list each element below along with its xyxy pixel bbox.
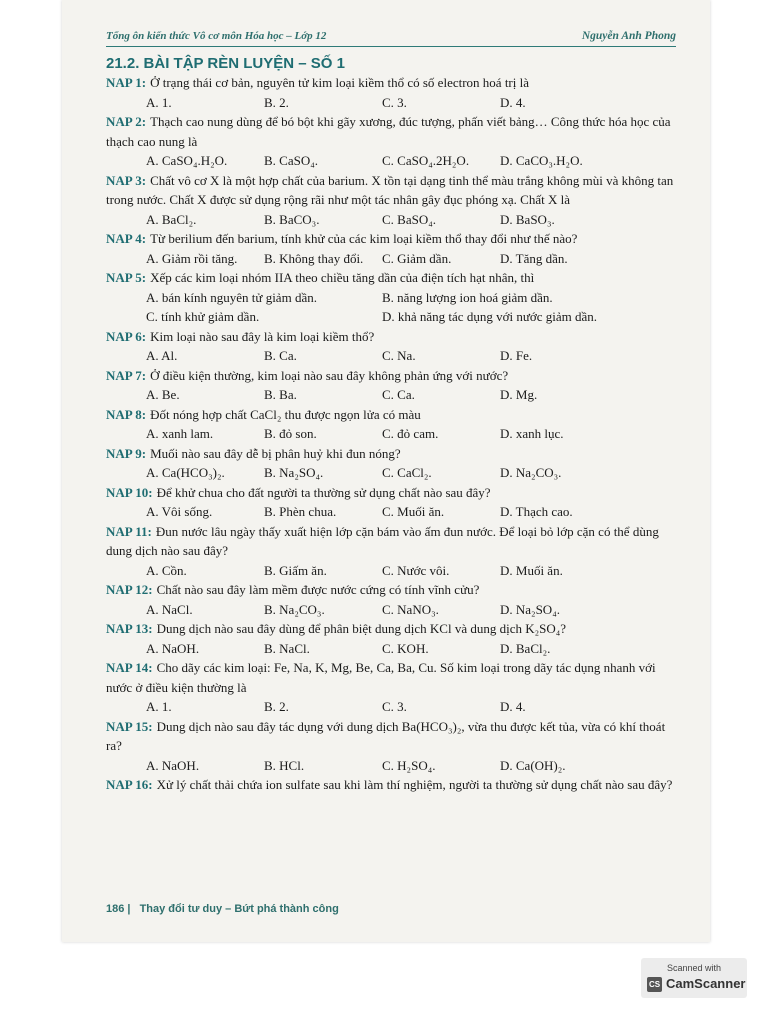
question-1 <box>106 73 682 112</box>
answer-option: D. 4. <box>500 94 526 110</box>
question-label: NAP 16: <box>106 777 153 792</box>
question-text: Từ berilium đến barium, tính khử của các kim loại kiềm thổ thay đổi như thế nào? <box>150 231 578 246</box>
answer-options <box>106 385 682 405</box>
answer-option: D. Na₂CO₃. <box>500 465 562 480</box>
answer-option: A. Ca(HCO₃)₂. <box>146 465 225 480</box>
answer-option: B. Na₂SO₄. <box>264 465 324 480</box>
answer-option: C. 3. <box>382 699 407 714</box>
question-text: Chất nào sau đây làm mềm được nước cứng có tính vĩnh cửu? <box>156 582 480 597</box>
camscanner-name: CamScanner <box>666 976 746 991</box>
answer-option: C. NaNO₃. <box>382 601 439 617</box>
answer-options <box>106 346 682 366</box>
answer-option: C. CaSO₄.2H₂O. <box>382 153 470 168</box>
question-14 <box>106 658 682 717</box>
answer-option: B. Na₂CO₃. <box>264 601 325 617</box>
answer-option: A. BaCl₂. <box>146 211 197 227</box>
question-10 <box>106 483 682 522</box>
answer-option: B. HCl. <box>264 757 305 773</box>
question-stem <box>106 483 682 503</box>
question-3 <box>106 171 682 230</box>
question-label: NAP 12: <box>106 582 153 597</box>
answer-option: B. Phèn chua. <box>264 504 337 519</box>
answer-option: A. Giảm rồi tăng. <box>146 250 238 266</box>
question-2 <box>106 112 682 171</box>
question-text: Để khử chua cho đất người ta thường sử dụng chất nào sau đây? <box>156 484 491 500</box>
question-label: NAP 9: <box>106 445 147 461</box>
answer-option: A. Vôi sống. <box>146 504 213 519</box>
answer-option: D. 4. <box>500 699 526 714</box>
question-stem <box>106 73 682 93</box>
question-label: NAP 11: <box>106 523 152 539</box>
answer-option: D. Na₂SO₄. <box>500 601 560 617</box>
scanner-watermark <box>641 958 747 998</box>
answer-option: C. Nước vôi. <box>382 562 450 578</box>
question-text: Kim loại nào sau đây là kim loại kiềm thổ? <box>150 328 375 344</box>
question-stem <box>106 366 682 386</box>
question-label: NAP 4: <box>106 231 147 246</box>
question-label: NAP 15: <box>106 718 153 734</box>
question-15 <box>106 717 682 776</box>
question-stem <box>106 658 682 697</box>
answer-option: A. NaCl. <box>146 601 193 617</box>
answer-option: B. Ca. <box>264 348 297 363</box>
question-list <box>106 73 682 795</box>
header-author: Nguyễn Anh Phong <box>581 30 676 42</box>
question-13 <box>106 619 682 658</box>
answer-option: A. Al. <box>146 348 178 363</box>
answer-option: D. Tăng dần. <box>500 250 568 266</box>
answer-option: C. đỏ cam. <box>382 426 439 441</box>
answer-option: D. Thạch cao. <box>500 504 573 519</box>
answer-option: A. Be. <box>146 387 180 402</box>
answer-option: D. Ca(OH)₂. <box>500 757 566 773</box>
header-book-title: Tổng ôn kiến thức Vô cơ môn Hóa học – Lớp 12 <box>106 30 327 42</box>
answer-option: D. BaSO₃. <box>500 211 555 227</box>
answer-options <box>106 151 682 171</box>
answer-option: B. BaCO₃. <box>264 211 320 227</box>
answer-option: C. H₂SO₄. <box>382 757 436 773</box>
answer-options <box>106 210 682 230</box>
answer-option: D. Fe. <box>500 348 533 363</box>
answer-option: D. xanh lục. <box>500 426 564 441</box>
running-header <box>106 24 676 47</box>
question-text: Ở trạng thái cơ bản, nguyên tử kim loại kiềm thổ có số electron hoá trị là <box>150 75 529 90</box>
question-label: NAP 6: <box>106 328 147 344</box>
question-text: Thạch cao nung dùng để bó bột khi gãy xương, đúc tượng, phấn viết bảng… Công thức hóa học của thạch cao nung là <box>106 114 671 149</box>
page-footer <box>106 903 339 915</box>
answer-options <box>106 697 682 717</box>
question-label: NAP 5: <box>106 270 147 285</box>
answer-options <box>106 600 682 620</box>
question-stem <box>106 268 682 288</box>
answer-option: C. Giảm dần. <box>382 250 452 266</box>
scanned-with-text: Scanned with <box>666 963 722 973</box>
question-9 <box>106 444 682 483</box>
question-label: NAP 7: <box>106 367 147 383</box>
answer-options <box>106 639 682 659</box>
answer-options <box>106 249 682 269</box>
question-label: NAP 10: <box>106 484 153 500</box>
question-text: Xếp các kim loại nhóm IIA theo chiều tăng dần của điện tích hạt nhân, thì <box>150 270 535 285</box>
answer-option: B. Không thay đổi. <box>264 250 364 266</box>
question-7 <box>106 366 682 405</box>
question-text: Dung dịch nào sau đây dùng để phân biệt dung dịch KCl và dung dịch K₂SO₄? <box>156 621 567 636</box>
answer-options <box>106 93 682 113</box>
answer-options <box>106 424 682 444</box>
answer-option: C. tính khử giảm dần. <box>146 309 260 324</box>
answer-option: C. CaCl₂. <box>382 465 432 480</box>
answer-option: B. 2. <box>264 94 289 110</box>
question-16 <box>106 775 682 795</box>
answer-options <box>106 561 682 581</box>
answer-option: A. 1. <box>146 699 172 714</box>
question-text: Cho dãy các kim loại: Fe, Na, K, Mg, Be, Ca, Ba, Cu. Số kim loại trong dãy tác dụng nhanh với nước ở điều kiện thường là <box>106 660 656 695</box>
question-text: Chất vô cơ X là một hợp chất của barium. X tồn tại dạng tinh thể màu trắng không mùi và không tan trong nước. Chất X được sử dụng rộng rãi như một tác nhân gây đục phóng xạ. Chất X là <box>106 172 674 207</box>
answer-option: D. Mg. <box>500 387 538 402</box>
answer-option: A. CaSO₄.H₂O. <box>146 153 228 168</box>
answer-option: C. Na. <box>382 348 416 363</box>
question-label: NAP 13: <box>106 621 153 636</box>
question-text: Đun nước lâu ngày thấy xuất hiện lớp cặn bám vào ấm đun nước. Để loại bỏ lớp cặn có thể dùng dung dịch nào sau đây? <box>106 523 659 558</box>
question-stem <box>106 619 682 639</box>
answer-option: B. NaCl. <box>264 640 310 656</box>
question-stem <box>106 444 682 464</box>
question-label: NAP 8: <box>106 406 147 422</box>
question-stem <box>106 775 682 795</box>
question-6 <box>106 327 682 366</box>
answer-option: D. BaCl₂. <box>500 640 551 656</box>
question-stem <box>106 112 682 151</box>
question-text: Ở điều kiện thường, kim loại nào sau đây không phản ứng với nước? <box>150 367 509 383</box>
answer-option: A. NaOH. <box>146 757 200 773</box>
answer-option: B. năng lượng ion hoá giảm dần. <box>382 289 553 305</box>
question-11 <box>106 522 682 581</box>
page-number: 186 | <box>106 903 131 915</box>
answer-option: B. 2. <box>264 699 289 714</box>
answer-options <box>106 502 682 522</box>
question-stem <box>106 717 682 756</box>
answer-option: A. 1. <box>146 94 172 110</box>
answer-option: C. Muối ăn. <box>382 504 445 519</box>
answer-option: A. NaOH. <box>146 640 200 656</box>
answer-option: D. khả năng tác dụng với nước giảm dần. <box>382 309 598 324</box>
question-text: Xử lý chất thải chứa ion sulfate sau khi làm thí nghiệm, người ta thường sử dụng chất nào sau đây? <box>156 777 673 792</box>
answer-option: B. đỏ son. <box>264 426 317 441</box>
section-title: 21.2. BÀI TẬP RÈN LUYỆN – SỐ 1 <box>106 55 345 72</box>
answer-option: C. Ca. <box>382 387 415 402</box>
question-5 <box>106 268 682 327</box>
question-label: NAP 2: <box>106 114 147 129</box>
camscanner-logo-icon: CS <box>647 977 662 992</box>
question-text: Đốt nóng hợp chất CaCl₂ thu được ngọn lửa có màu <box>150 406 421 422</box>
answer-option: C. 3. <box>382 94 407 110</box>
question-label: NAP 3: <box>106 172 147 188</box>
answer-option: B. Giấm ăn. <box>264 562 327 578</box>
question-label: NAP 14: <box>106 660 153 675</box>
answer-option: B. Ba. <box>264 387 297 402</box>
answer-option: A. Cồn. <box>146 562 187 578</box>
answer-option: A. bán kính nguyên tử giảm dần. <box>146 289 317 305</box>
question-stem <box>106 580 682 600</box>
question-label: NAP 1: <box>106 75 147 90</box>
question-stem <box>106 327 682 347</box>
question-stem <box>106 522 682 561</box>
answer-option: D. CaCO₃.H₂O. <box>500 153 583 168</box>
answer-options <box>106 288 682 327</box>
answer-option: B. CaSO₄. <box>264 153 319 168</box>
answer-option: C. BaSO₄. <box>382 211 437 227</box>
question-stem <box>106 229 682 249</box>
answer-option: A. xanh lam. <box>146 426 214 441</box>
answer-option: D. Muối ăn. <box>500 562 563 578</box>
footer-slogan: Thay đổi tư duy – Bứt phá thành công <box>139 903 339 915</box>
question-text: Muối nào sau đây dễ bị phân huỷ khi đun nóng? <box>150 445 401 461</box>
answer-options <box>106 756 682 776</box>
question-12 <box>106 580 682 619</box>
question-text: Dung dịch nào sau đây tác dụng với dung dịch Ba(HCO₃)₂, vừa thu được kết tủa, vừa có khí thoát ra? <box>106 718 666 753</box>
question-stem <box>106 405 682 425</box>
question-8 <box>106 405 682 444</box>
question-4 <box>106 229 682 268</box>
question-stem <box>106 171 682 210</box>
answer-option: C. KOH. <box>382 640 429 656</box>
answer-options <box>106 463 682 483</box>
